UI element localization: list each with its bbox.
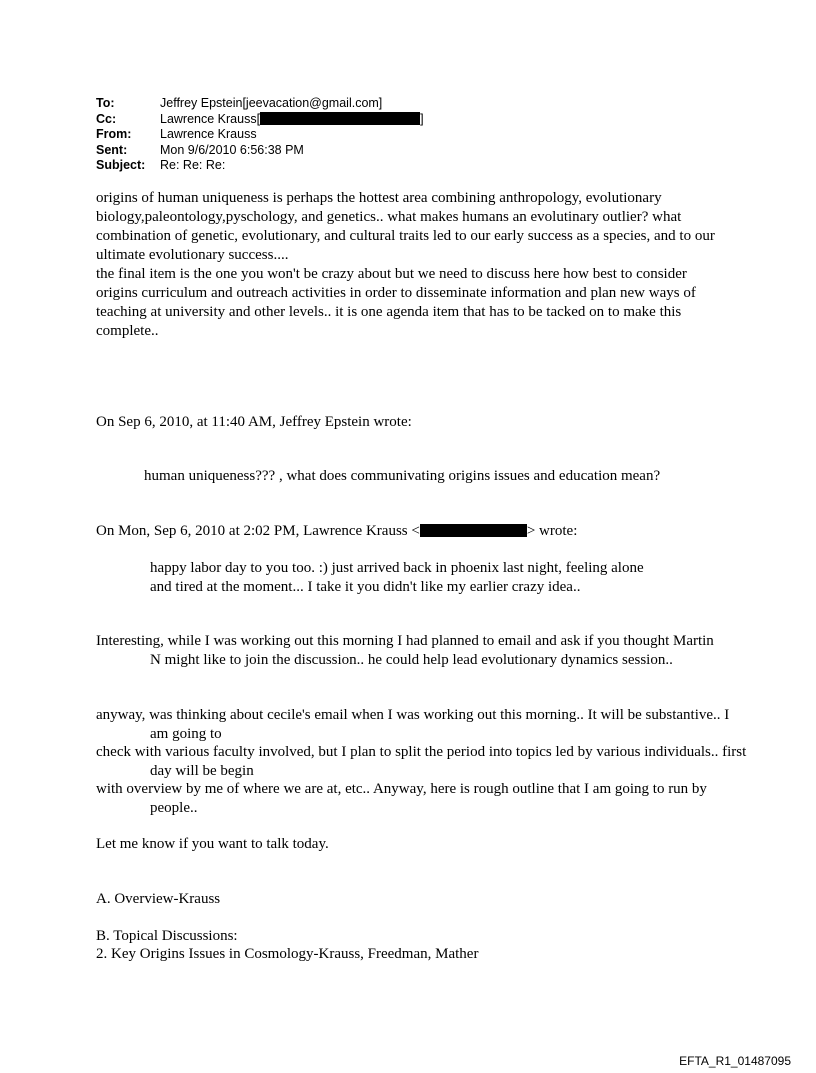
cc-name: Lawrence Krauss[ (160, 111, 261, 126)
body-paragraph-2: the final item is the one you won't be crazy about but we need to discuss here how best to consider origins curriculum and outreach activities in order to disseminate information and plan new ways of teaching at university and other levels.. it is one agenda item that has to be tacked on to make this complete.. (96, 266, 696, 339)
quote1-header: On Sep 6, 2010, at 11:40 AM, Jeffrey Epstein wrote: (96, 414, 412, 430)
cc-end: ] (420, 111, 424, 126)
cc-redaction (260, 112, 420, 125)
paragraph-interesting: Interesting, while I was working out this morning I had planned to email and ask if you thought Martin N might like to join the discussion.. he could help lead evolutionary dynamics session.. (96, 633, 714, 668)
paragraph-anyway-1: anyway, was thinking about cecile's email when I was working out this morning.. It will be substantive.. I am going to (96, 707, 730, 742)
sent-value: Mon 9/6/2010 6:56:38 PM (160, 142, 304, 157)
to-value: Jeffrey Epstein[jeevacation@gmail.com] (160, 96, 383, 110)
cc-label: Cc: (96, 111, 117, 126)
quote1-text: human uniqueness??? , what does communivating origins issues and education mean? (144, 468, 661, 484)
outline-item-b: B. Topical Discussions: (96, 928, 238, 944)
quote2-header-end: > wrote: (526, 523, 578, 539)
email-redaction (420, 524, 527, 537)
quote2-text: happy labor day to you too. :) just arrived back in phoenix last night, feeling alone and tired at the moment... I take it you didn't like my earlier crazy idea.. (150, 560, 644, 595)
cc-value (160, 112, 424, 128)
document-id: EFTA_R1_01487095 (679, 1054, 791, 1068)
from-row (96, 127, 424, 143)
subject-row (96, 158, 424, 174)
from-value: Lawrence Krauss (160, 127, 257, 141)
subject-value: Re: Re: Re: (160, 158, 226, 172)
quote2-header (96, 522, 726, 541)
to-row (96, 96, 424, 112)
outline-item-a: A. Overview-Krauss (96, 891, 221, 907)
let-me-know: Let me know if you want to talk today. (96, 836, 329, 852)
quote2-header-start: On Mon, Sep 6, 2010 at 2:02 PM, Lawrence Krauss < (96, 523, 420, 539)
paragraph-anyway-2: check with various faculty involved, but I plan to split the period into topics led by various individuals.. first day will be begin (96, 744, 747, 779)
subject-label: Subject: (96, 158, 146, 172)
sent-row (96, 143, 424, 159)
body-paragraph-1: origins of human uniqueness is perhaps the hottest area combining anthropology, evolutionary biology,paleontology,pyschology, and genetics.. what makes humans an evolutinary outlier? what combination of genetic, evolutionary, and cultural traits led to our early success as a species, and to our ultimate evolutionary success.... (96, 190, 715, 263)
cc-row (96, 112, 424, 128)
outline-item-b2: 2. Key Origins Issues in Cosmology-Krauss, Freedman, Mather (96, 946, 479, 962)
sent-label: Sent: (96, 142, 128, 157)
to-label: To: (96, 96, 115, 110)
email-header (96, 96, 424, 174)
from-label: From: (96, 127, 132, 141)
paragraph-anyway-3: with overview by me of where we are at, etc.. Anyway, here is rough outline that I am going to run by people.. (96, 781, 707, 816)
